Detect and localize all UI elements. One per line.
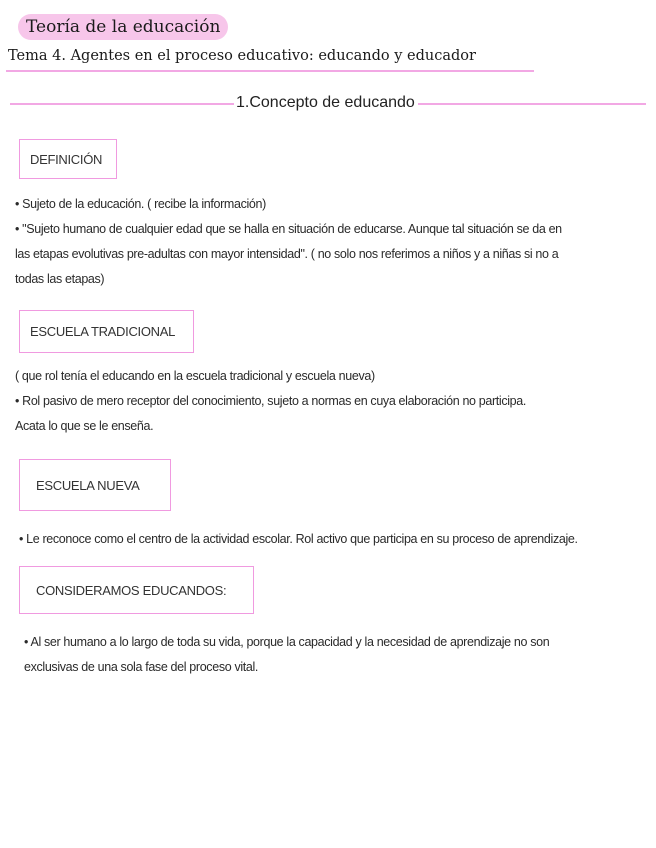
consideramos-label-box: CONSIDERAMOS EDUCANDOS: <box>19 566 254 614</box>
section-heading: 1.Concepto de educando <box>236 94 415 111</box>
consideramos-line: exclusivas de una sola fase del proceso vital. <box>24 660 259 674</box>
escuela-nueva-text <box>19 527 653 552</box>
escuela-tradicional-line: • Rol pasivo de mero receptor del conocimiento, sujeto a normas en cuya elaboración no participa. <box>15 394 527 408</box>
topic-title: Tema 4. Agentes en el proceso educativo: educando y educador <box>8 48 476 64</box>
escuela-tradicional-label-box: ESCUELA TRADICIONAL <box>19 310 194 353</box>
topic-underline <box>6 70 534 72</box>
definicion-line: las etapas evolutivas pre-adultas con mayor intensidad". ( no solo nos referimos a niños y a niñas si no a <box>15 247 559 261</box>
escuela-nueva-line: • Le reconoce como el centro de la actividad escolar. Rol activo que participa en su proceso de aprendizaje. <box>19 532 578 546</box>
consideramos-line: • Al ser humano a lo largo de toda su vida, porque la capacidad y la necesidad de aprendizaje no son <box>24 635 550 649</box>
definicion-line: • Sujeto de la educación. ( recibe la información) <box>15 197 266 211</box>
escuela-nueva-label-box: ESCUELA NUEVA <box>19 459 171 511</box>
section-rule-right <box>418 103 646 105</box>
definicion-label-box: DEFINICIÓN <box>19 139 117 179</box>
section-rule-left <box>10 103 234 105</box>
course-title: Teoría de la educación <box>18 14 228 40</box>
escuela-tradicional-line: ( que rol tenía el educando en la escuela tradicional y escuela nueva) <box>15 369 375 383</box>
escuela-tradicional-text <box>15 364 645 439</box>
definicion-line: • "Sujeto humano de cualquier edad que se halla en situación de educarse. Aunque tal situación se da en <box>15 222 562 236</box>
definicion-text <box>15 192 645 292</box>
consideramos-text <box>24 630 644 680</box>
escuela-tradicional-line: Acata lo que se le enseña. <box>15 419 154 433</box>
definicion-line: todas las etapas) <box>15 272 105 286</box>
